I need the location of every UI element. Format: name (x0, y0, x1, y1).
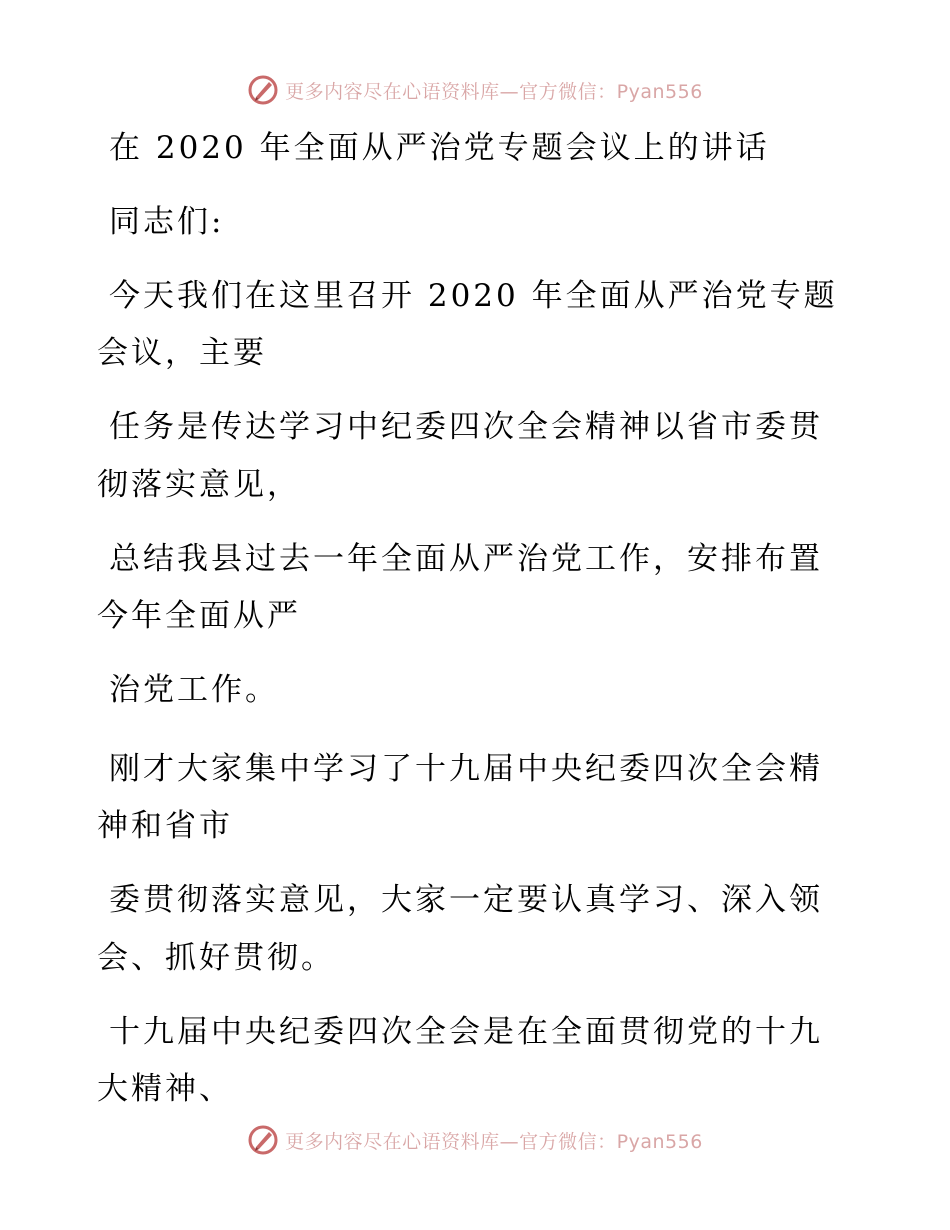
document-title: 在 2020 年全面从严治党专题会议上的讲话 (109, 130, 770, 166)
paragraph-line: 委贯彻落实意见，大家一定要认真学习、深入领 (109, 882, 823, 918)
watermark-text: 更多内容尽在心语资料库—官方微信：Pyan556 (285, 80, 703, 103)
paragraph-line: 任务是传达学习中纪委四次全会精神以省市委贯 (109, 409, 823, 445)
paragraph-line: 刚才大家集中学习了十九届中央纪委四次全会精 (109, 751, 823, 787)
paragraph-line: 神和省市 (97, 808, 233, 844)
paragraph-line: 彻落实意见， (97, 467, 301, 503)
paragraph-line: 大精神、 (97, 1071, 233, 1107)
header-watermark (0, 70, 950, 110)
paragraph-line: 总结我县过去一年全面从严治党工作，安排布置 (109, 541, 823, 577)
watermark-text: 更多内容尽在心语资料库—官方微信：Pyan556 (285, 1130, 703, 1153)
salutation: 同志们: (109, 204, 225, 240)
paragraph-line: 今年全面从严 (97, 598, 301, 634)
paragraph-line: 会议，主要 (97, 335, 267, 371)
paragraph-line: 今天我们在这里召开 2020 年全面从严治党专题 (109, 278, 838, 314)
paragraph-line: 十九届中央纪委四次全会是在全面贯彻党的十九 (109, 1014, 823, 1050)
paragraph-line: 会、抓好贯彻。 (97, 940, 335, 976)
pen-logo-icon (247, 74, 279, 106)
pen-logo-icon (247, 1124, 279, 1156)
paragraph-line: 治党工作。 (109, 672, 279, 708)
footer-watermark (0, 1120, 950, 1160)
